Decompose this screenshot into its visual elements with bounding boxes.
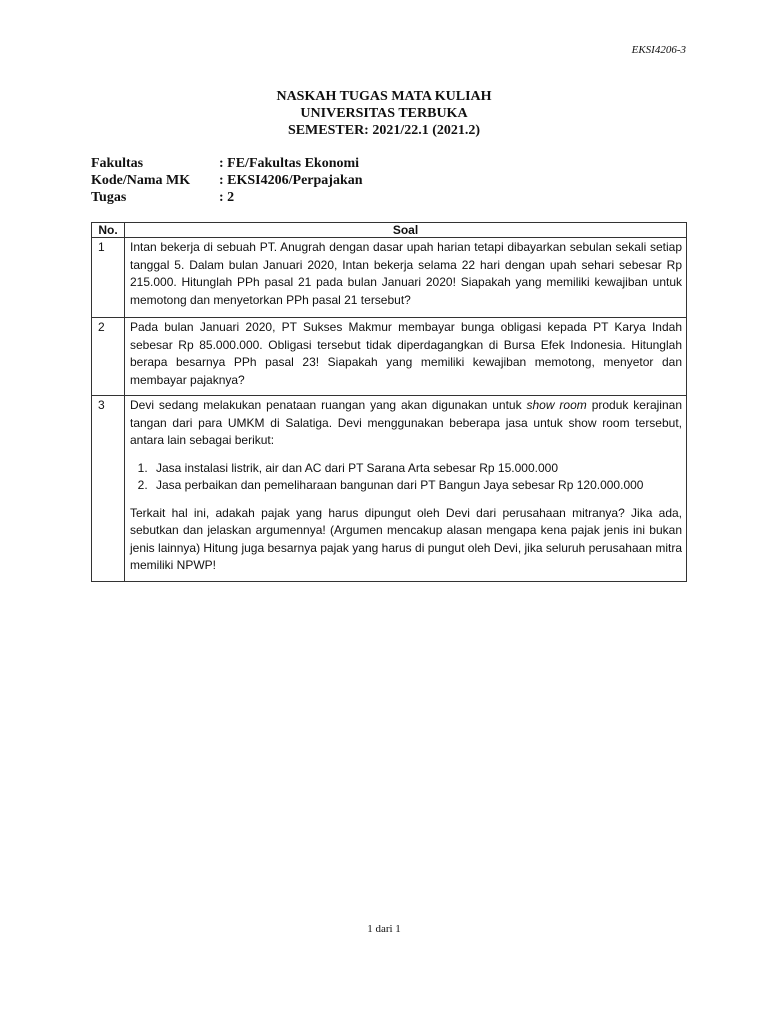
info-row-kode-mk bbox=[91, 172, 363, 189]
question-intro bbox=[130, 397, 682, 450]
info-label: Fakultas bbox=[91, 156, 144, 171]
question-number: 1 bbox=[92, 238, 125, 318]
question-intro-text-cont: produk kerajinan tangan dari para UMKM di Salatiga. Devi menggunakan beberapa jasa untuk show room tersebut, antara lain sebagai berikut: bbox=[130, 398, 682, 447]
list-item: 1. Jasa instalasi listrik, air dan AC dari PT Sarana Arta sebesar Rp 15.000.000 bbox=[151, 460, 682, 478]
table-row bbox=[92, 238, 687, 318]
question-closing: Terkait hal ini, adakah pajak yang harus dipungut oleh Devi dari perusahaan mitranya? Jika ada, sebutkan dan jelaskan argumennya! (Argumen mencakup alasan mengapa kena pajak jenis ini bukan jenis lainnya) Hitung juga besarnya pajak yang harus di pungut oleh Devi, jika seluruh perusahaan mitra memiliki NPWP! bbox=[130, 505, 682, 572]
page-number: 1 dari 1 bbox=[367, 923, 401, 935]
table-row bbox=[92, 318, 687, 396]
service-list bbox=[130, 460, 682, 495]
info-row-tugas bbox=[91, 189, 363, 206]
question-body bbox=[125, 396, 687, 582]
column-header-soal: Soal bbox=[125, 223, 687, 238]
info-label: Tugas bbox=[91, 190, 127, 205]
question-number: 3 bbox=[92, 396, 125, 582]
table-header-row bbox=[92, 223, 687, 238]
title-line-2: UNIVERSITAS TERBUKA bbox=[300, 106, 468, 121]
document-code: EKSI4206-3 bbox=[631, 44, 686, 56]
info-label: Kode/Nama MK bbox=[91, 173, 191, 188]
info-value: : 2 bbox=[219, 190, 235, 205]
list-item: 2. Jasa perbaikan dan pemeliharaan bangunan dari PT Bangun Jaya sebesar Rp 120.000.000 bbox=[151, 477, 682, 495]
question-text: Intan bekerja di sebuah PT. Anugrah dengan dasar upah harian tetapi dibayarkan sebulan sekali setiap tanggal 5. Dalam bulan Januari 2020, Intan bekerja selama 22 hari dengan upah sehari sebesar Rp 215.000. Hitunglah PPh pasal 21 pada bulan Januari 2020! Siapakah yang memiliki kewajiban untuk memotong dan menyetorkan PPh pasal 21 tersebut? bbox=[125, 238, 687, 318]
info-row-fakultas bbox=[91, 155, 363, 172]
question-intro-text: Devi sedang melakukan penataan ruangan yang akan digunakan untuk bbox=[130, 398, 527, 412]
document-header bbox=[0, 88, 768, 139]
title-line-3: SEMESTER: 2021/22.1 (2021.2) bbox=[287, 123, 481, 138]
question-table bbox=[91, 222, 687, 582]
column-header-no: No. bbox=[92, 223, 125, 238]
emphasis-show-room: show room bbox=[526, 398, 587, 412]
info-value: : FE/Fakultas Ekonomi bbox=[219, 156, 360, 171]
course-info bbox=[91, 155, 363, 206]
question-text: Pada bulan Januari 2020, PT Sukses Makmur membayar bunga obligasi kepada PT Karya Indah sebesar Rp 85.000.000. Obligasi tersebut tidak diperdagangkan di Bursa Efek Indonesia. Hitunglah berapa besarnya PPh pasal 23! Siapakah yang memiliki kewajiban memotong, menyetor dan membayar pajaknya? bbox=[125, 318, 687, 396]
table-row bbox=[92, 396, 687, 582]
info-value: : EKSI4206/Perpajakan bbox=[219, 173, 363, 188]
question-number: 2 bbox=[92, 318, 125, 396]
title-line-1: NASKAH TUGAS MATA KULIAH bbox=[276, 89, 492, 104]
